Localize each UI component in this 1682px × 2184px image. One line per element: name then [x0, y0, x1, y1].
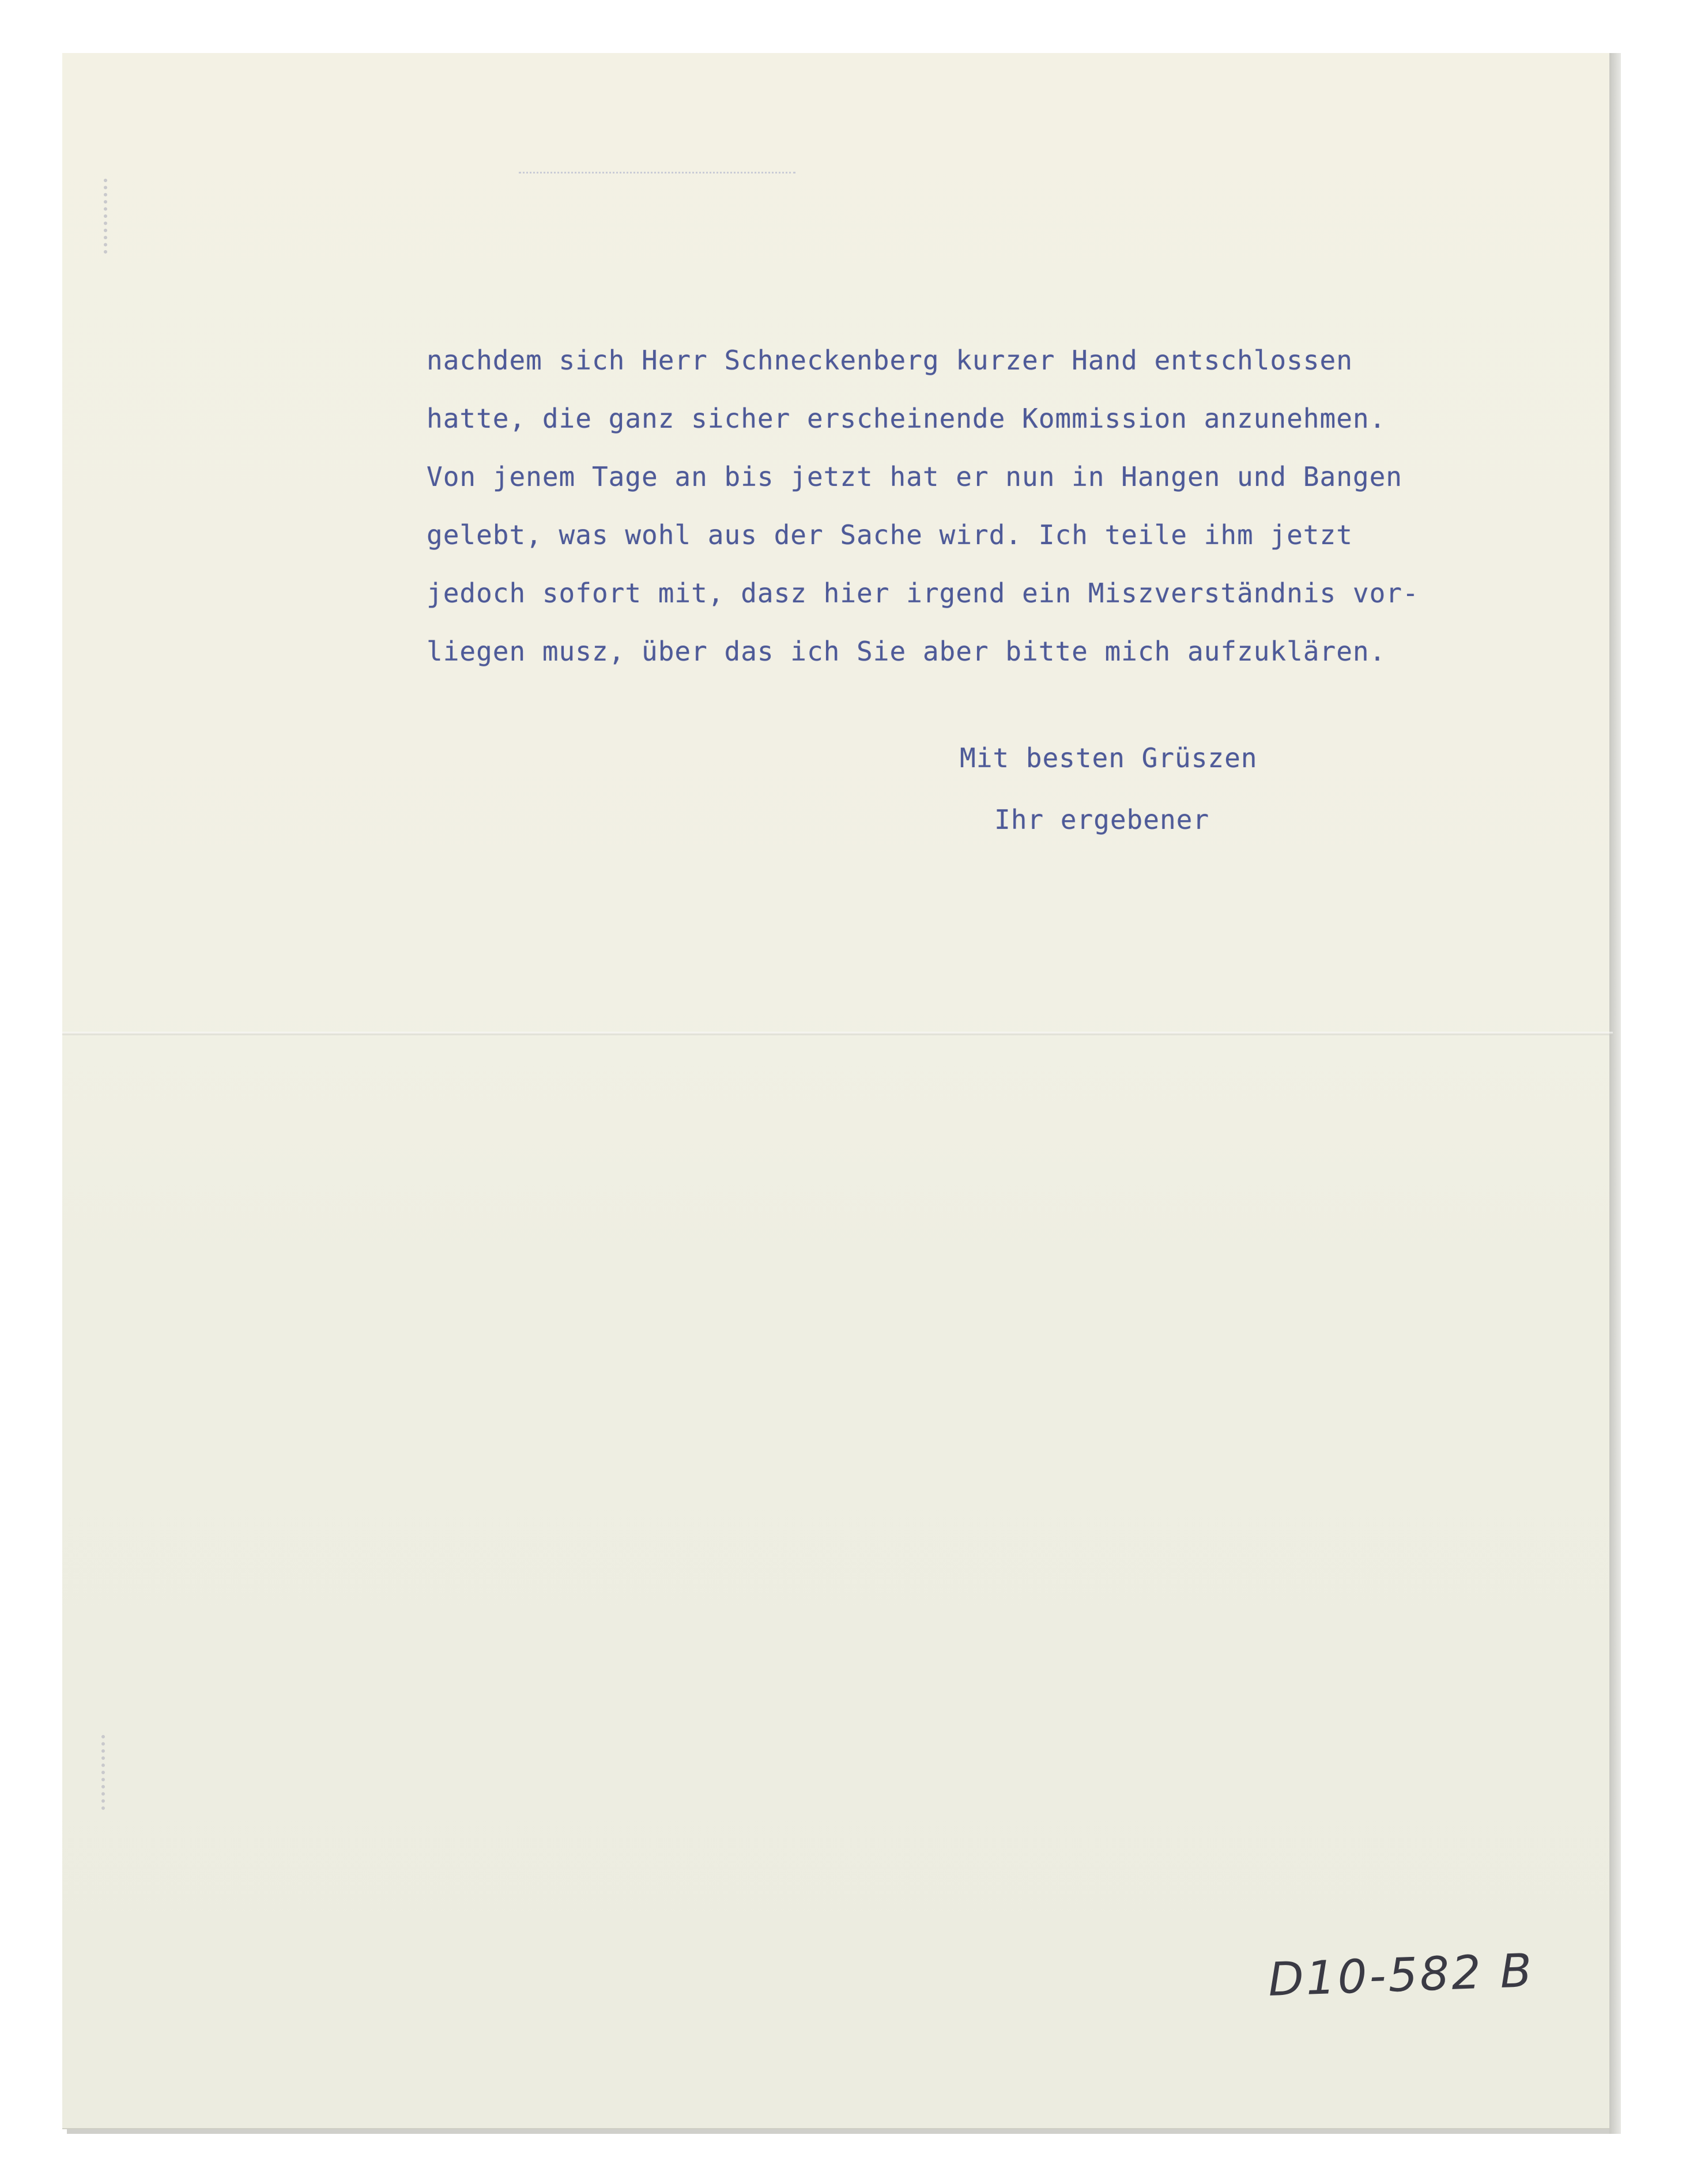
letter-line: jedoch sofort mit, dasz hier irgend ein Miszverständnis vor-: [427, 578, 1419, 609]
closing-signoff: Ihr ergebener: [994, 804, 1210, 835]
letter-line: Von jenem Tage an bis jetzt hat er nun in Hangen und Bangen: [427, 461, 1402, 492]
faint-header-trace: [519, 172, 795, 178]
letter-line: liegen musz, über das ich Sie aber bitte mich aufzuklären.: [427, 636, 1386, 667]
sheet-edge-shadow: [1609, 53, 1621, 2134]
punch-hole-marks-top: [104, 179, 115, 254]
archive-reference-number: D10-582 B: [1267, 1943, 1535, 2007]
letter-line: gelebt, was wohl aus der Sache wird. Ich teile ihm jetzt: [427, 519, 1353, 550]
fold-crease: [62, 1032, 1613, 1035]
letter-line: nachdem sich Herr Schneckenberg kurzer Hand entschlossen: [427, 345, 1353, 376]
letter-body-text: [427, 331, 1579, 681]
closing-greeting: Mit besten Grüszen: [960, 742, 1258, 774]
letter-line: hatte, die ganz sicher erscheinende Kommission anzunehmen.: [427, 403, 1386, 434]
punch-hole-marks-bottom: [101, 1735, 113, 1810]
